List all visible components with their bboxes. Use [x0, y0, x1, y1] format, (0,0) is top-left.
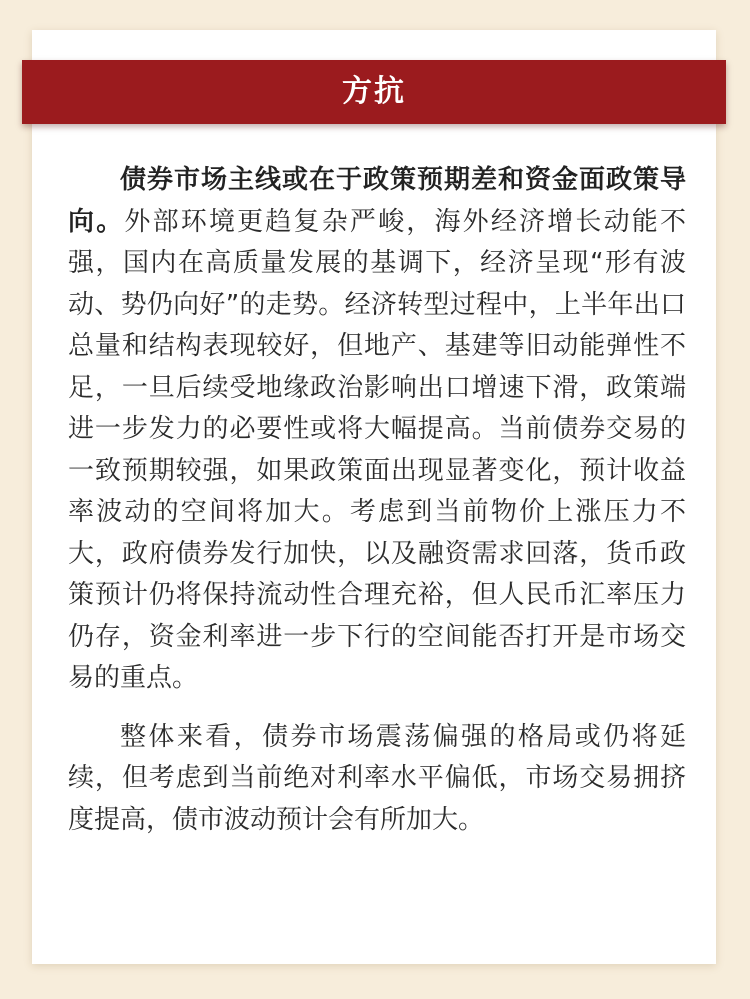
page-title: 方抗 — [342, 74, 406, 109]
paragraph-2 — [68, 717, 686, 842]
article-body — [68, 160, 686, 841]
paragraph-1 — [68, 160, 686, 700]
paragraph-2-body: 整体来看，债券市场震荡偏强的格局或仍将延续，但考虑到当前绝对利率水平偏低，市场交易拥挤度提高，债市波动预计会有所加大。 — [68, 721, 686, 835]
paragraph-1-body: 外部环境更趋复杂严峻，海外经济增长动能不强，国内在高质量发展的基调下，经济呈现“形有波动、势仍向好”的走势。经济转型过程中，上半年出口总量和结构表现较好，但地产、基建等旧动能弹性不足，一旦后续受地缘政治影响出口增速下滑，政策端进一步发力的必要性或将大幅提高。当前债券交易的一致预期较强，如果政策面出现显著变化，预计收益率波动的空间将加大。考虑到当前物价上涨压力不大，政府债券发行加快，以及融资需求回落，货币政策预计仍将保持流动性合理充裕，但人民币汇率压力仍存，资金利率进一步下行的空间能否打开是市场交易的重点。 — [68, 206, 686, 693]
title-banner — [22, 60, 726, 124]
paragraph-1-lead: 债券市场主线或在于政策预期差和资金面政策导向。 — [68, 165, 686, 237]
